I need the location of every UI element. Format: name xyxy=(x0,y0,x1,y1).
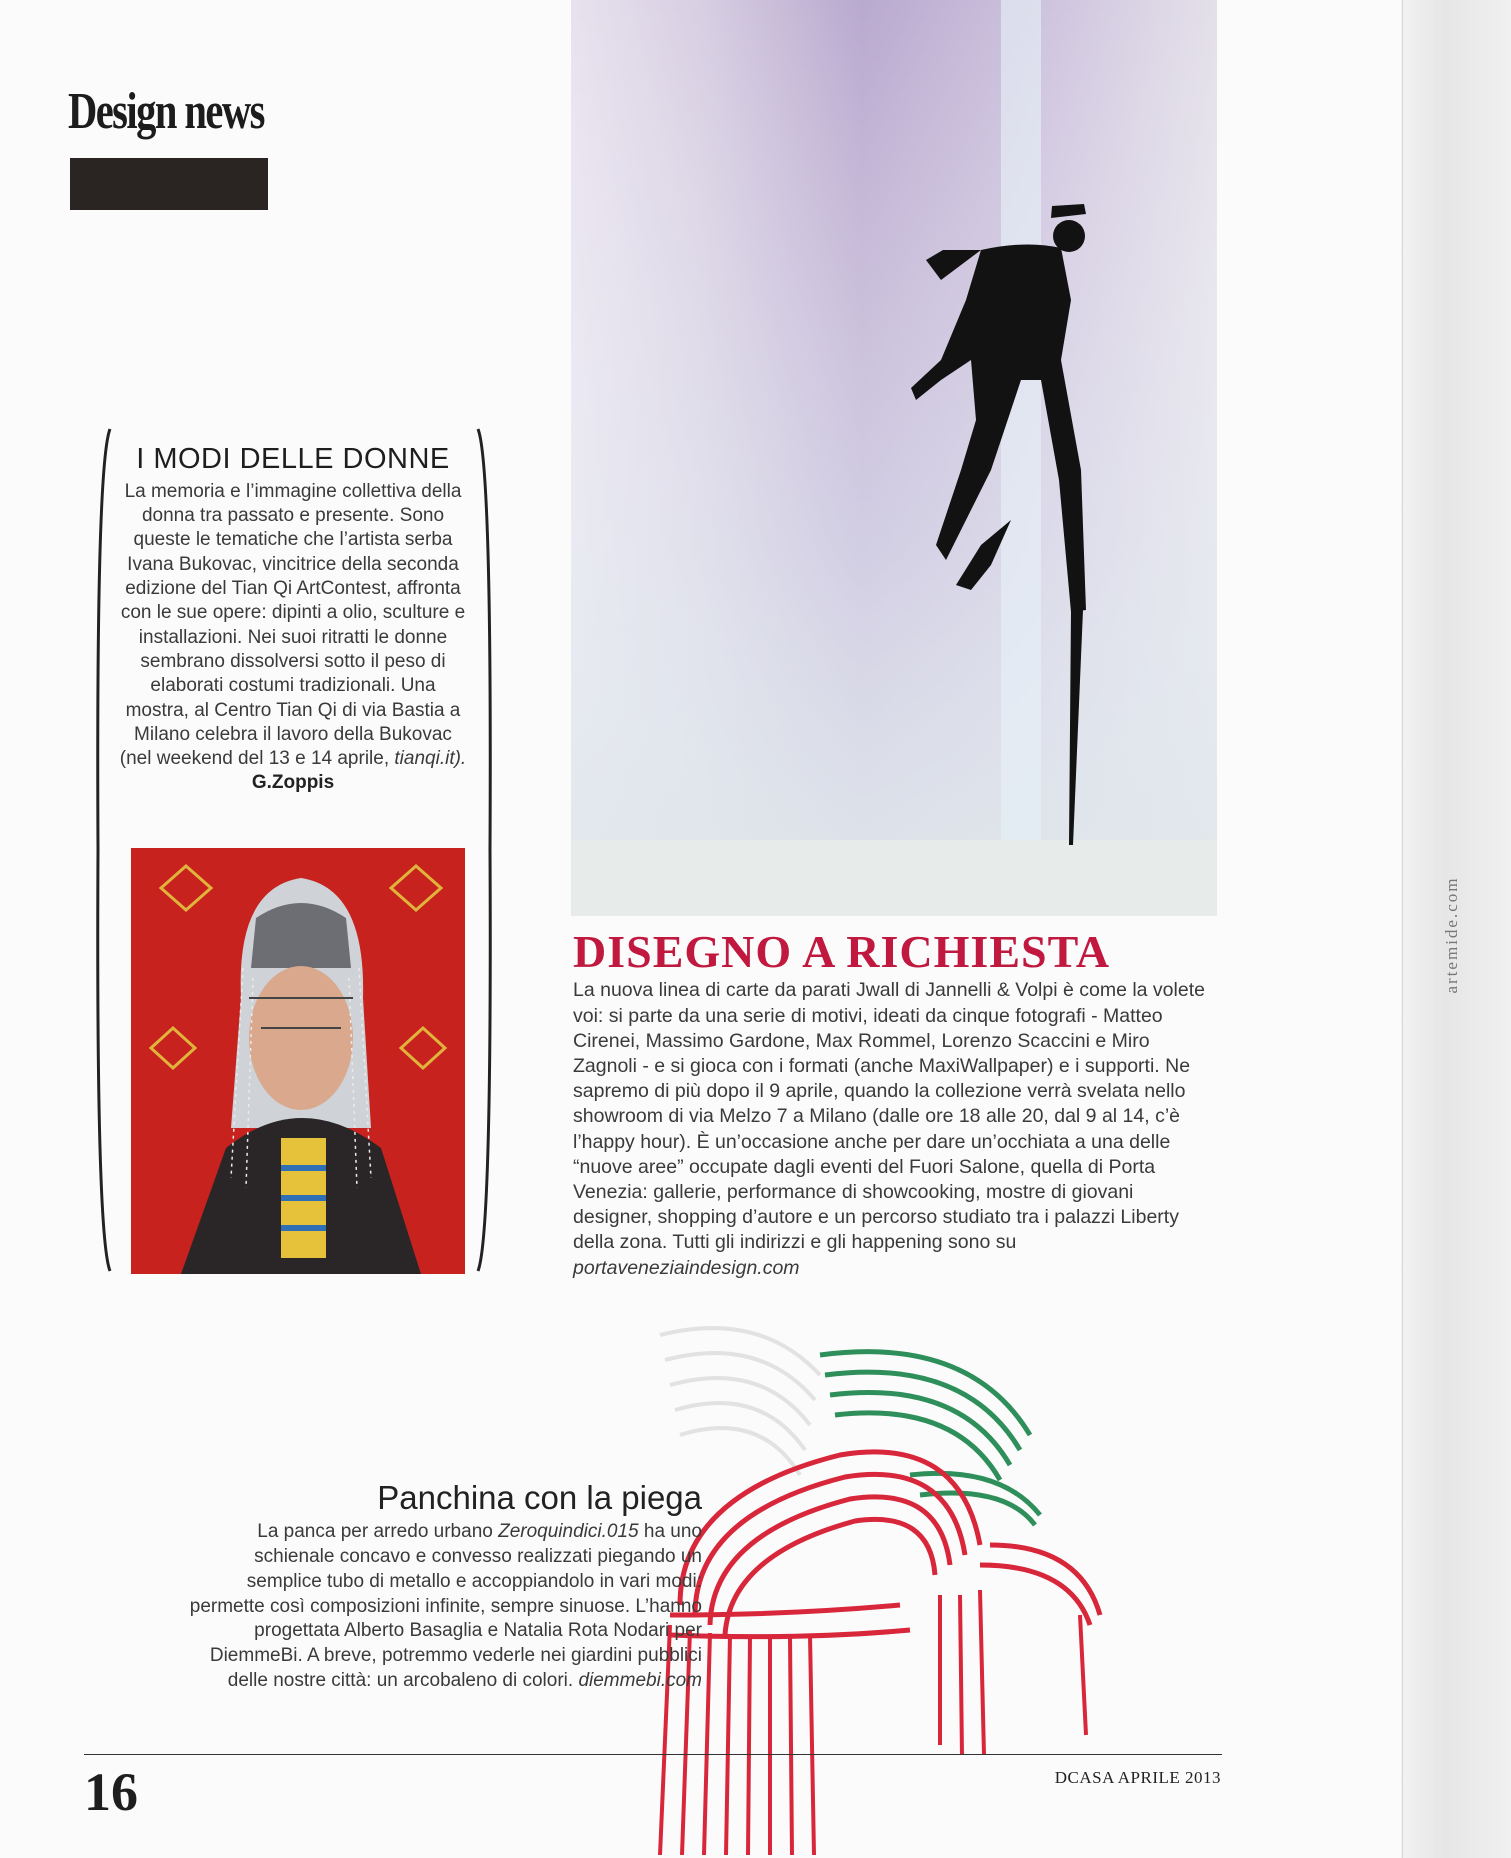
article-body: La nuova linea di carte da parati Jwall di Jannelli & Volpi è come la volete voi: si parte da una serie di motivi, ideati da cinque fotografi - Matteo Cirenei, Massimo Gardone, Max Rommel, Lorenzo Scaccini e Miro Zagnoli - e si gioca con i formati (anche MaxiWallpaper) e i supporti. Ne sapremo di più dopo il 9 aprile, quando la collezione verrà svelata nello showroom di via Melzo 7 a Milano (dalle ore 18 alle 20, dal 9 al 14, c’è l’happy hour). È un’occasione anche per dare un’occhiata a una delle “nuove aree” occupate dagli eventi del Fuori Salone, quella di Porta Venezia: gallerie, performance di showcooking, mostre di giovani designer, shopping d’autore e un percorso studiato tra i palazzi Liberty della zona. Tutti gli indirizzi e gli happening sono su xyxy=(573,979,1205,1254)
sidebar-body: La memoria e l’immagine collettiva della donna tra passato e presente. Sono queste le tematiche che l’artista serba Ivana Bukovac, vincitrice della seconda edizione del Tian Qi ArtContest, affronta con le sue opere: dipinti a olio, sculture e installazioni. Nei suoi ritratti le donne sembrano dissolversi sotto il peso di elaborati costumi tradizionali. Una mostra, al Centro Tian Qi di via Bastia a Milano celebra il lavoro della Bukovac (nel weekend del 13 e 14 aprile, xyxy=(119,480,466,770)
gutter-divider xyxy=(1402,0,1403,1858)
right-bracket xyxy=(474,425,496,1275)
portrait-image xyxy=(131,848,465,1274)
panchina-body-2: ha uno schienale concavo e convesso realizzati piegando un semplice tubo di metallo e accoppiandolo in vari modi: permette così composizioni infinite, sempre sinuose. L’hanno progettata Alberto Basaglia e Natalia Rota Nodari per DiemmeBi. A breve, potremmo vederle nei giardini pubblici delle nostre città: un arcobaleno di colori. xyxy=(189,1521,702,1692)
sidebar-title: I MODI DELLE DONNE xyxy=(136,443,450,475)
panchina-title: Panchina con la piega xyxy=(377,1479,702,1516)
section-bar xyxy=(70,158,268,210)
panchina-product: Zeroquindici.015 xyxy=(498,1521,639,1543)
sidebar-byline: G.Zoppis xyxy=(251,772,335,794)
section-label: Design news xyxy=(68,83,264,140)
article-text xyxy=(573,978,1213,1280)
sidebar-text xyxy=(118,480,468,796)
article-link[interactable]: portaveneziaindesign.com xyxy=(573,1256,800,1279)
panchina-text xyxy=(186,1520,702,1694)
left-bracket xyxy=(92,425,114,1275)
hero-photo xyxy=(571,0,1217,916)
article xyxy=(573,928,1213,1281)
page-number: 16 xyxy=(84,1762,138,1822)
panchina-link[interactable]: diemmebi.com xyxy=(578,1670,702,1692)
footer-rule xyxy=(84,1754,1222,1755)
panchina-body-1: La panca per arredo urbano xyxy=(257,1521,493,1543)
article-title: DISEGNO A RICHIESTA xyxy=(573,926,1111,977)
panchina-block xyxy=(186,1480,702,1694)
folio: DCASA APRILE 2013 xyxy=(1054,1768,1221,1787)
sidebar-box xyxy=(118,444,468,796)
sidebar-link[interactable]: tianqi.it). xyxy=(394,748,467,770)
side-url: artemide.com xyxy=(1442,876,1461,994)
